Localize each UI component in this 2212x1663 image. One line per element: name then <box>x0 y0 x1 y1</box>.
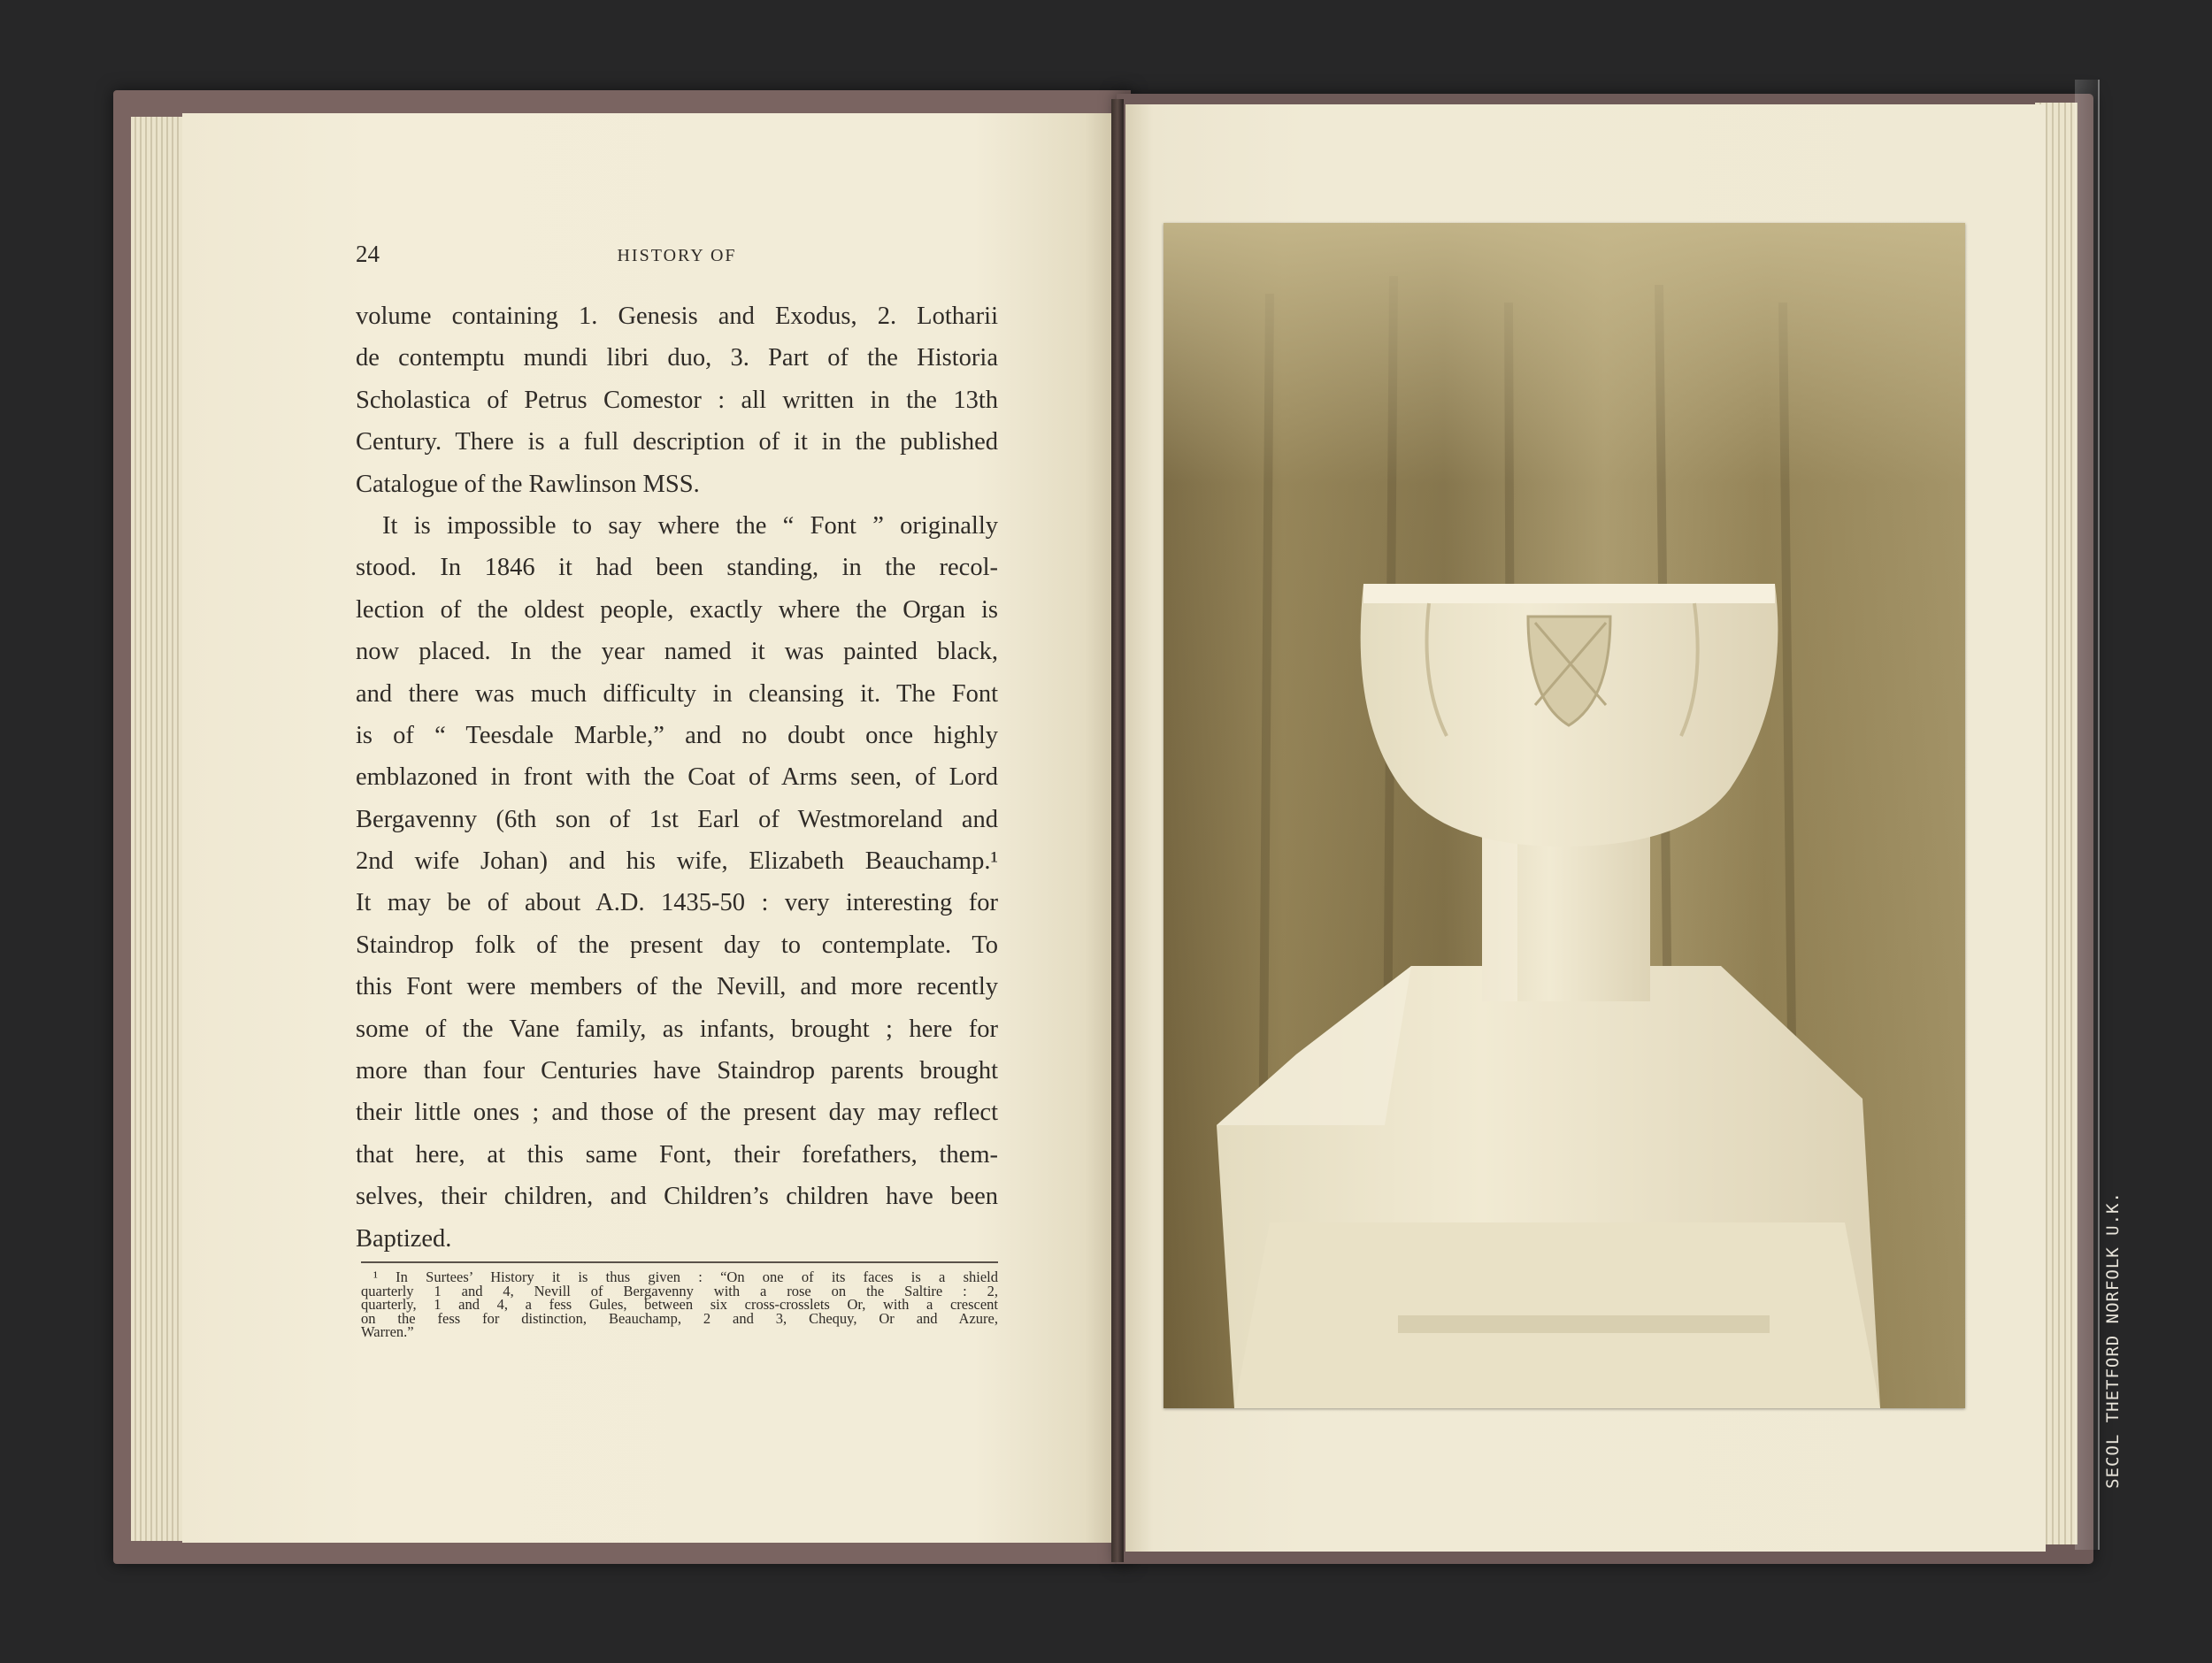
footnote-rule <box>361 1261 998 1263</box>
text-line: now placed. In the year named it was painted black, <box>356 638 998 666</box>
text-line: de contemptu mundi libri duo, 3. Part of the Historia <box>356 344 998 372</box>
text-line: stood. In 1846 it had been standing, in the recol- <box>356 554 998 582</box>
text-line: is of “ Teesdale Marble,” and no doubt once highly <box>356 721 998 749</box>
text-line: Bergavenny (6th son of 1st Earl of Westmoreland and <box>356 805 998 833</box>
text-line: Century. There is a full description of it in the published <box>356 428 998 456</box>
edge-stamp-text: SECOL THETFORD NORFOLK U.K. <box>2103 1192 2123 1489</box>
text-line: Scholastica of Petrus Comestor : all written in the 13th <box>356 386 998 414</box>
text-line: selves, their children, and Children’s children have been <box>356 1183 998 1211</box>
footnote-line: quarterly 1 and 4, Nevill of Bergavenny with a rose on the Saltire : 2, <box>361 1282 998 1299</box>
text-line: that here, at this same Font, their forefathers, them- <box>356 1140 998 1169</box>
text-line: It may be of about A.D. 1435-50 : very interesting for <box>356 889 998 917</box>
text-line: this Font were members of the Nevill, and more recently <box>356 973 998 1001</box>
text-line: Catalogue of the Rawlinson MSS. <box>356 470 700 498</box>
text-line: Staindrop folk of the present day to contemplate. To <box>356 931 998 959</box>
text-line: some of the Vane family, as infants, brought ; here for <box>356 1015 998 1043</box>
book-gutter <box>1111 99 1124 1562</box>
footnote-line: quarterly, 1 and 4, a fess Gules, between six cross-crosslets Or, with a crescent <box>361 1296 998 1313</box>
body-text <box>356 295 998 1260</box>
footnote-line: on the fess for distinction, Beauchamp, 2 and 3, Chequy, Or and Azure, <box>361 1309 998 1327</box>
text-line: volume containing 1. Genesis and Exodus, 2. Lotharii <box>356 303 998 330</box>
footnote <box>361 1270 998 1339</box>
page-header <box>356 241 998 272</box>
glassine-sheet <box>2075 80 2100 1550</box>
footnote-line: Warren.” <box>361 1323 414 1340</box>
text-line: 2nd wife Johan) and his wife, Elizabeth Beauchamp.¹ <box>356 847 998 876</box>
footnote-line: ¹ In Surtees’ History it is thus given : “On one of its faces is a shield <box>373 1268 998 1285</box>
text-line: more than four Centuries have Staindrop parents brought <box>356 1057 998 1085</box>
edge-stamp <box>2097 1192 2129 1489</box>
text-line: It is impossible to say where the “ Font ” originally <box>382 511 998 540</box>
text-line: their little ones ; and those of the present day may reflect <box>356 1099 998 1127</box>
font-photograph <box>1164 223 1965 1408</box>
running-head: HISTORY OF <box>617 246 737 265</box>
page-number: 24 <box>356 241 380 267</box>
text-line: Baptized. <box>356 1224 452 1253</box>
text-line: lection of the oldest people, exactly where the Organ is <box>356 595 998 624</box>
text-line: emblazoned in front with the Coat of Arms seen, of Lord <box>356 763 998 792</box>
text-line: and there was much difficulty in cleansing it. The Font <box>356 679 998 708</box>
